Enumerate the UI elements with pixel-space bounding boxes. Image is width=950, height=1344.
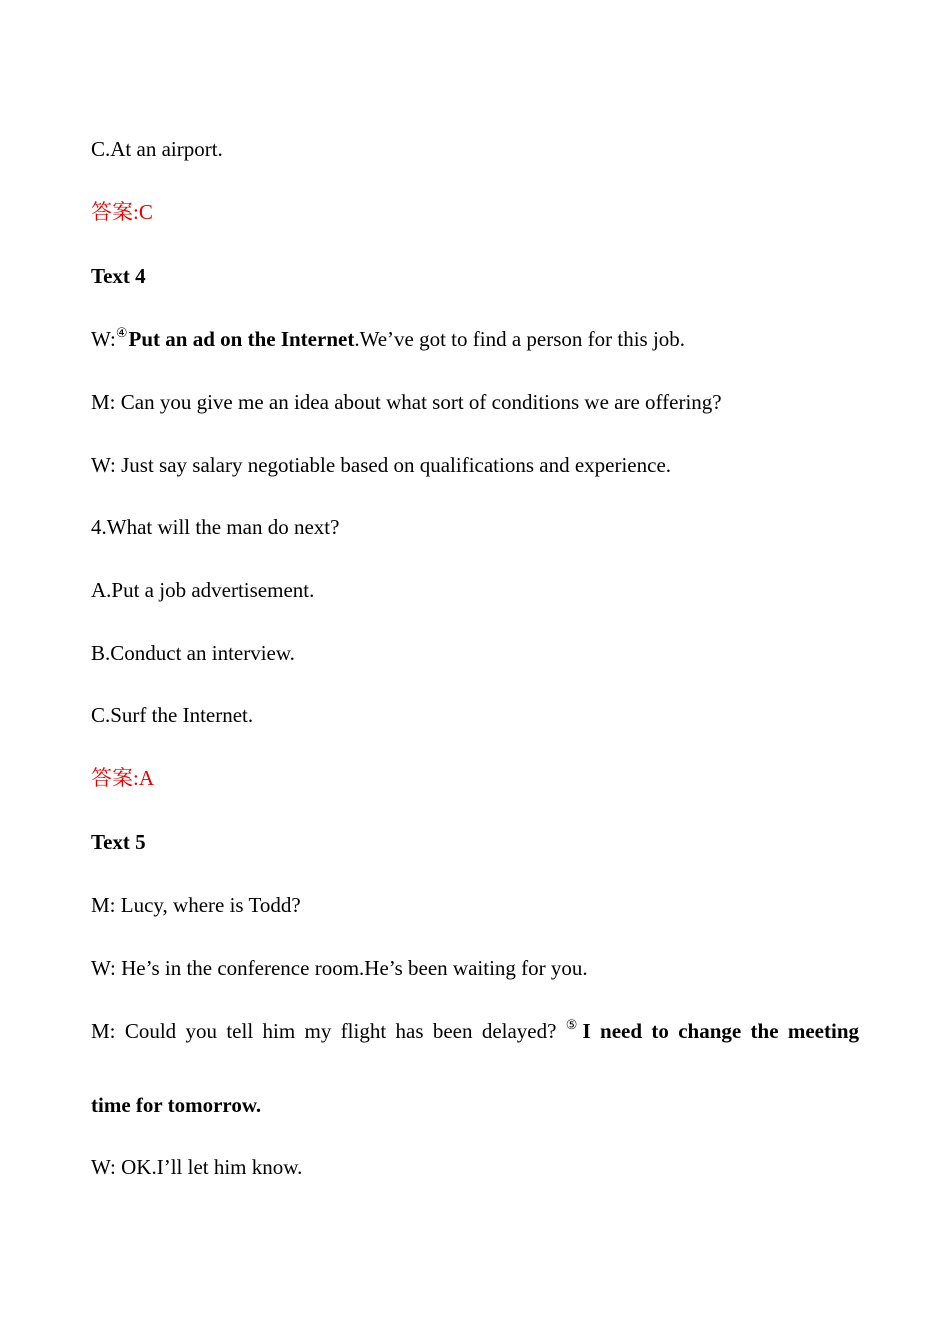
option-a: A.Put a job advertisement. — [91, 578, 315, 602]
dialogue-m-3-prefix: M: Could you tell him my flight has been delayed? — [91, 1019, 557, 1043]
answer-3: 答案:C — [91, 200, 153, 224]
dialogue-m-3 — [91, 1017, 859, 1048]
dialogue-w-3: W: He’s in the conference room.He’s been waiting for you. — [91, 956, 588, 980]
dialogue-w-4: W: OK.I’ll let him know. — [91, 1155, 303, 1179]
heading-text-5: Text 5 — [91, 830, 146, 854]
key-phrase-4: Put an ad on the Internet — [128, 327, 355, 351]
circled-number-5: ⑤ — [565, 1017, 582, 1032]
dialogue-w-1-rest: .We’ve got to find a person for this job. — [354, 327, 686, 351]
option-b: B.Conduct an interview. — [91, 641, 295, 665]
question-4: 4.What will the man do next? — [91, 515, 340, 539]
key-phrase-5: I need to change the meeting — [582, 1019, 860, 1043]
speaker-w: W: — [91, 327, 116, 351]
key-phrase-5-continued: time for tomorrow. — [91, 1093, 262, 1117]
heading-text-4: Text 4 — [91, 264, 146, 288]
answer-4: 答案:A — [91, 766, 154, 790]
option-c-airport: C.At an airport. — [91, 137, 223, 161]
circled-number-4: ④ — [115, 325, 128, 340]
dialogue-m-1: M: Can you give me an idea about what sort of conditions we are offering? — [91, 390, 722, 414]
option-c: C.Surf the Internet. — [91, 703, 254, 727]
dialogue-m-2: M: Lucy, where is Todd? — [91, 893, 301, 917]
dialogue-w-1 — [91, 325, 685, 356]
dialogue-w-2: W: Just say salary negotiable based on qualifications and experience. — [91, 453, 672, 477]
